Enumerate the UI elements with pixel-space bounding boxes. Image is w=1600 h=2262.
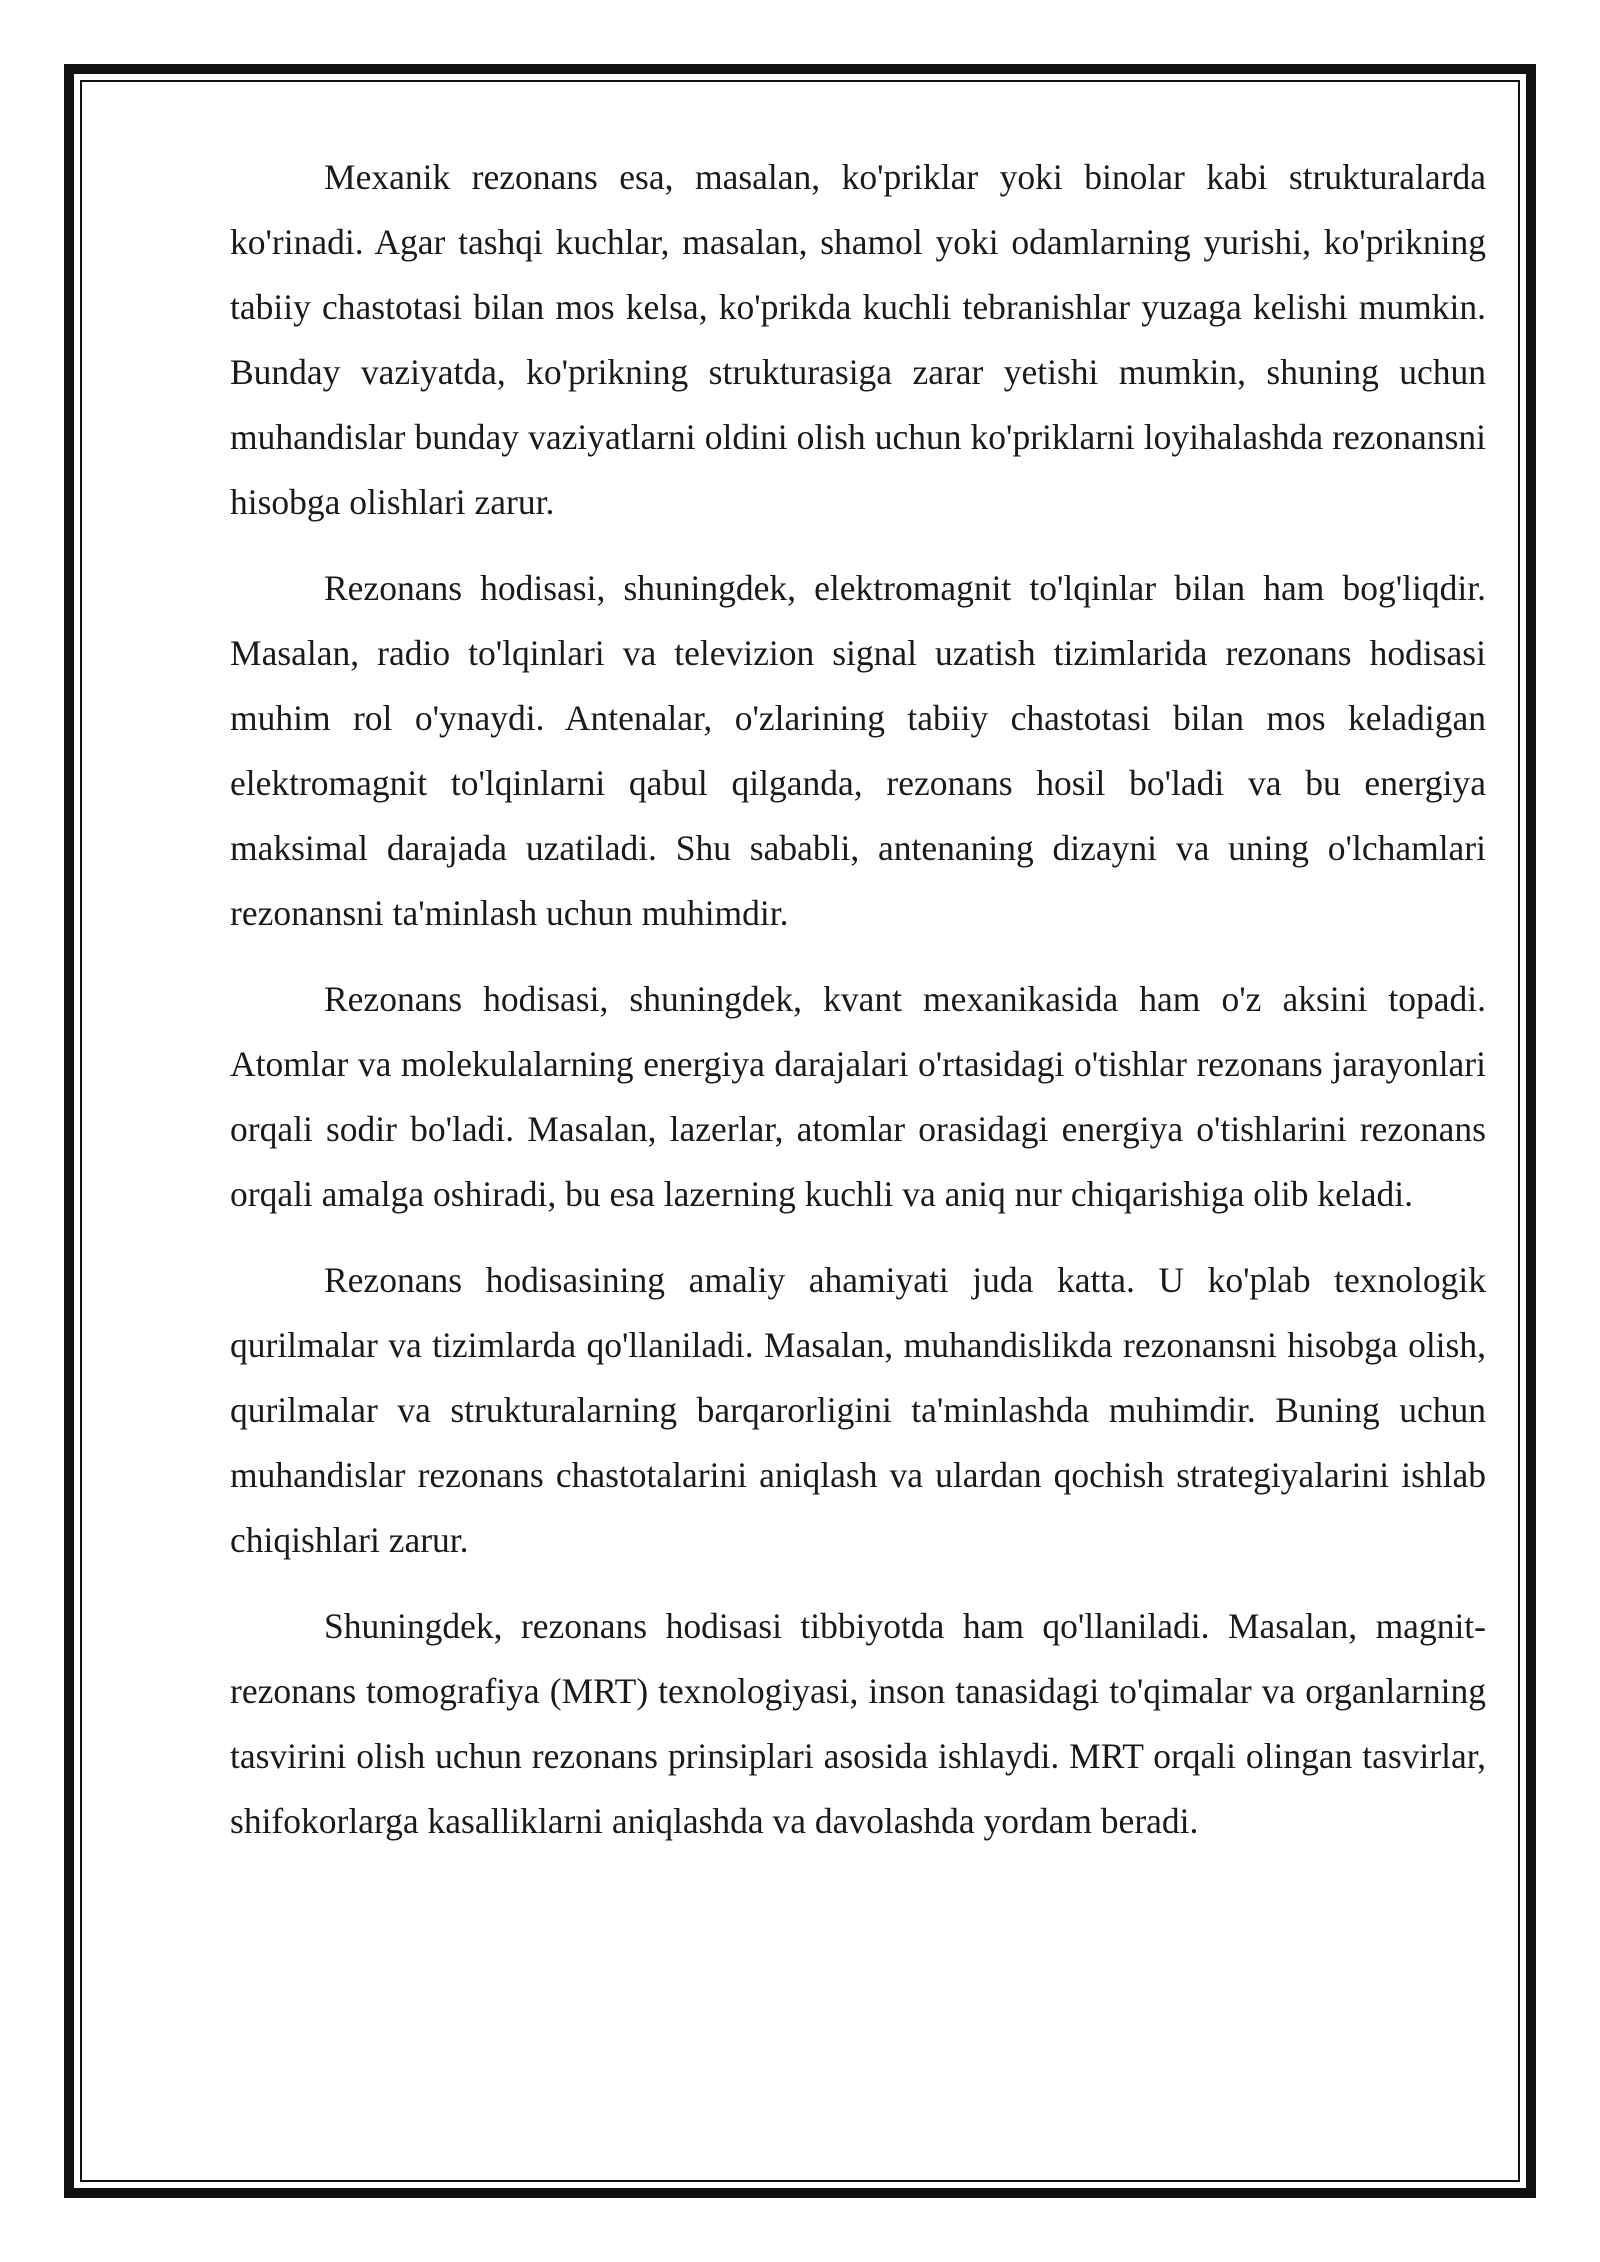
paragraph-practical-importance: Rezonans hodisasining amaliy ahamiyati juda katta. U ko'plab texnologik qurilmalar va tizimlarda qo'llaniladi. Masalan, muhandislikda rezonansni hisobga olish, qurilmalar va strukturalarning barqarorligini ta'minlashda muhimdir. Buning uchun muhandislar rezonans chastotalarini aniqlash va ulardan qochish strategiyalarini ishlab chiqishlari zarur.	[230, 1260, 1486, 1560]
document-body	[230, 145, 1486, 1875]
paragraph-electromagnetic-resonance: Rezonans hodisasi, shuningdek, elektromagnit to'lqinlar bilan ham bog'liqdir. Masalan, radio to'lqinlari va televizion signal uzatish tizimlarida rezonans hodisasi muhim rol o'ynaydi. Antenalar, o'zlarining tabiiy chastotasi bilan mos keladigan elektromagnit to'lqinlarni qabul qilganda, rezonans hosil bo'ladi va bu energiya maksimal darajada uzatiladi. Shu sababli, antenaning dizayni va uning o'lchamlari rezonansni ta'minlash uchun muhimdir.	[230, 568, 1486, 933]
paragraph-quantum-resonance: Rezonans hodisasi, shuningdek, kvant mexanikasida ham o'z aksini topadi. Atomlar va molekulalarning energiya darajalari o'rtasidagi o'tishlar rezonans jarayonlari orqali sodir bo'ladi. Masalan, lazerlar, atomlar orasidagi energiya o'tishlarini rezonans orqali amalga oshiradi, bu esa lazerning kuchli va aniq nur chiqarishiga olib keladi.	[230, 979, 1486, 1214]
paragraph-mechanical-resonance: Mexanik rezonans esa, masalan, ko'priklar yoki binolar kabi strukturalarda ko'rinadi. Agar tashqi kuchlar, masalan, shamol yoki odamlarning yurishi, ko'prikning tabiiy chastotasi bilan mos kelsa, ko'prikda kuchli tebranishlar yuzaga kelishi mumkin. Bunday vaziyatda, ko'prikning strukturasiga zarar yetishi mumkin, shuning uchun muhandislar bunday vaziyatlarni oldini olish uchun ko'priklarni loyihalashda rezonansni hisobga olishlari zarur.	[230, 157, 1486, 522]
paragraph-medical-mri: Shuningdek, rezonans hodisasi tibbiyotda ham qo'llaniladi. Masalan, magnit-rezonans tomografiya (MRT) texnologiyasi, inson tanasidagi to'qimalar va organlarning tasvirini olish uchun rezonans prinsiplari asosida ishlaydi. MRT orqali olingan tasvirlar, shifokorlarga kasalliklarni aniqlashda va davolashda yordam beradi.	[230, 1606, 1486, 1841]
